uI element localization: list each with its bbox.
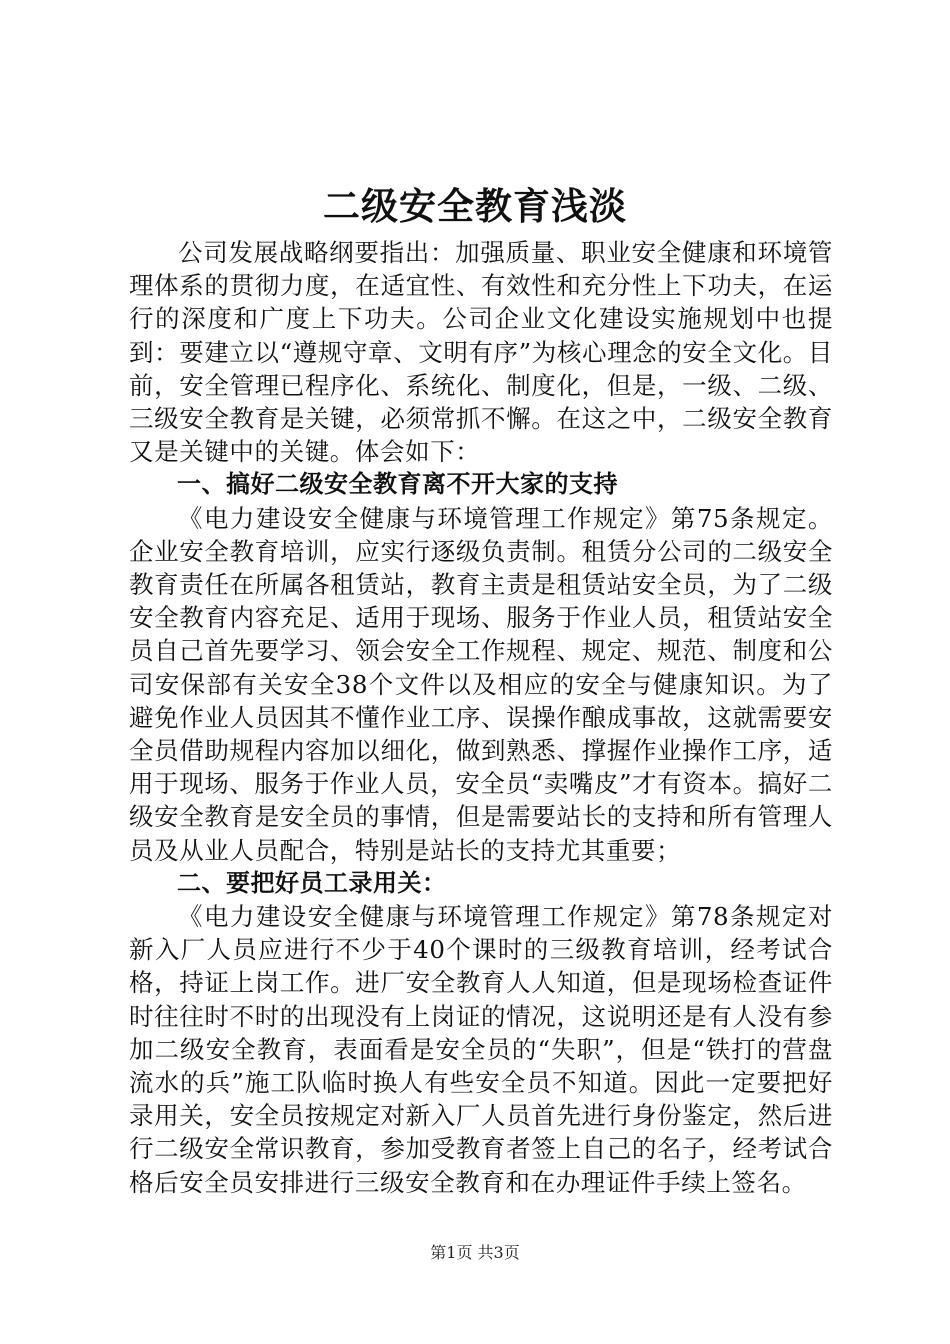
document-title: 二级安全教育浅淡 bbox=[323, 185, 627, 228]
section-heading: 一、搞好二级安全教育离不开大家的支持 bbox=[177, 470, 618, 499]
section-2 bbox=[129, 867, 833, 1199]
section-paragraph: 《电力建设安全健康与环境管理工作规定》第78条规定对新入厂人员应进行不少于40个课时的三级教育培训，经考试合格，持证上岗工作。进厂安全教育人人知道，但是现场检查证件时往往时不时的出现没有上岗证的情况，这说明还是有人没有参加二级安全教育，表面看是安全员的“失职”，但是“铁打的营盘流水的兵”施工队临时换人有些安全员不知道。因此一定要把好录用关，安全员按规定对新入厂人员首先进行身份鉴定，然后进行二级安全常识教育，参加受教育者签上自己的名子，经考试合格后安全员安排进行三级安全教育和在办理证件手续上签名。 bbox=[129, 902, 833, 1197]
page-number-footer: 第1页 共3页 bbox=[430, 1243, 520, 1262]
intro-paragraph: 公司发展战略纲要指出：加强质量、职业安全健康和环境管理体系的贯彻力度，在适宜性、有效性和充分性上下功夫，在运行的深度和广度上下功夫。公司企业文化建设实施规划中也提到：要建立以“遵规守章、文明有序”为核心理念的安全文化。目前，安全管理已程序化、系统化、制度化，但是，一级、二级、三级安全教育是关键，必须常抓不懈。在这之中，二级安全教育又是关键中的关键。体会如下： bbox=[129, 238, 833, 467]
section-paragraph: 《电力建设安全健康与环境管理工作规定》第75条规定。企业安全教育培训，应实行逐级负责制。租赁分公司的二级安全教育责任在所属各租赁站，教育主责是租赁站安全员，为了二级安全教育内容充足、适用于现场、服务于作业人员，租赁站安全员自己首先要学习、领会安全工作规程、规定、规范、制度和公司安保部有关安全38个文件以及相应的安全与健康知识。为了避免作业人员因其不懂作业工序、误操作酿成事故，这就需要安全员借助规程内容加以细化，做到熟悉、撑握作业操作工序，适用于现场、服务于作业人员，安全员“卖嘴皮”才有资本。搞好二级安全教育是安全员的事情，但是需要站长的支持和所有管理人员及从业人员配合，特别是站长的支持尤其重要； bbox=[129, 503, 833, 865]
section-1 bbox=[129, 468, 833, 866]
document-body bbox=[129, 236, 833, 1199]
section-heading: 二、要把好员工录用关： bbox=[177, 868, 447, 897]
